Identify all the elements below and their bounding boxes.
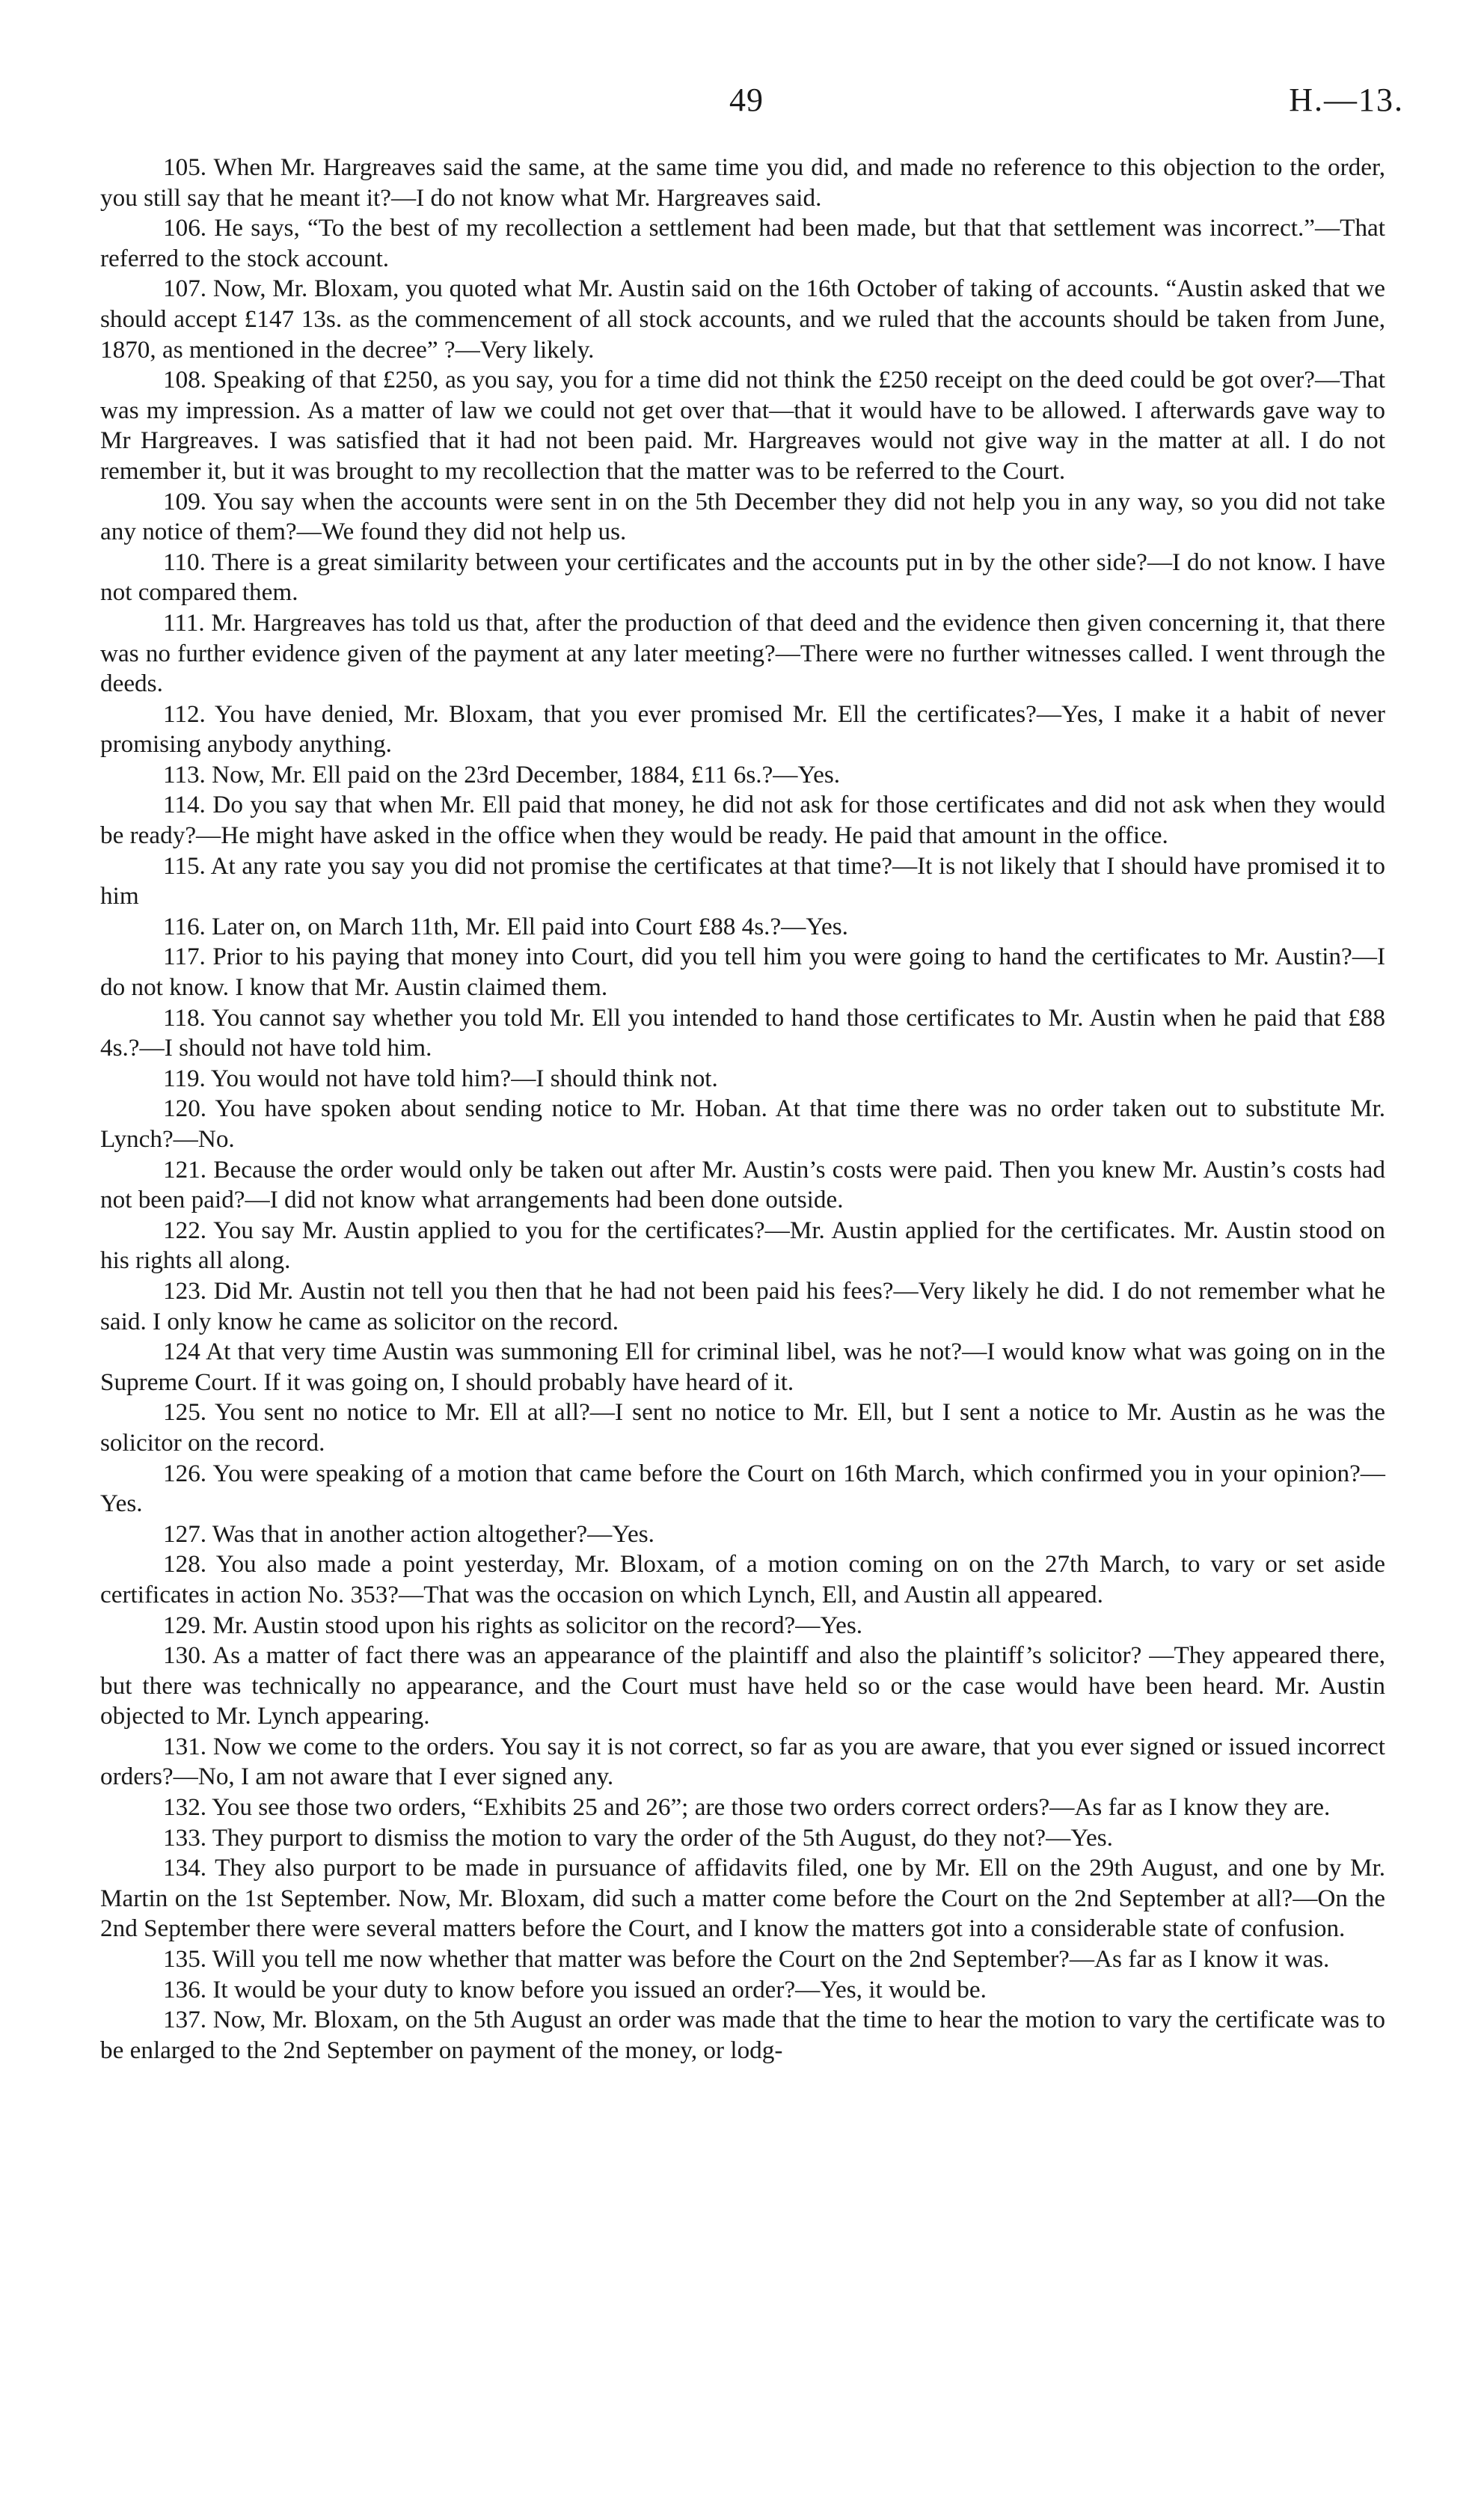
paragraph: 126. You were speaking of a motion that came before the Court on 16th March, which confirmed you in your opinion?—Yes.	[100, 1459, 1385, 1518]
paragraph: 108. Speaking of that £250, as you say, you for a time did not think the £250 receipt on the deed could be got over?—That was my impression. As a matter of law we could not get over that—that it would have to be allowed. I afterwards gave way to Mr Hargreaves. I was satisfied that it had not been paid. Mr. Hargreaves would not give way in the matter at all. I do not remember it, but it was brought to my recollection that the matter was to be referred to the Court.	[100, 366, 1385, 485]
paragraph: 113. Now, Mr. Ell paid on the 23rd December, 1884, £11 6s.?—Yes.	[163, 760, 841, 789]
paragraph: 106. He says, “To the best of my recollection a settlement had been made, but that that settlement was incorrect.”—That referred to the stock account.	[100, 214, 1385, 272]
paragraph: 121. Because the order would only be taken out after Mr. Austin’s costs were paid. Then you knew Mr. Austin’s costs had not been paid?—I did not know what arrangements had been done outside.	[100, 1155, 1385, 1214]
paragraph: 120. You have spoken about sending notice to Mr. Hoban. At that time there was no order taken out to substitute Mr. Lynch?—No.	[100, 1095, 1385, 1153]
paragraph: 137. Now, Mr. Bloxam, on the 5th August an order was made that the time to hear the motion to vary the certificate was to be enlarged to the 2nd September on payment of the money, or lodg-	[100, 2006, 1385, 2064]
paragraph: 134. They also purport to be made in pursuance of affidavits filed, one by Mr. Ell on the 29th August, and one by Mr. Martin on the 1st September. Now, Mr. Bloxam, did such a matter come before the Court on the 2nd September at all?—On the 2nd September there were several matters before the Court, and I know the matters got into a considerable state of confusion.	[100, 1854, 1385, 1943]
paragraph: 105. When Mr. Hargreaves said the same, at the same time you did, and made no reference to this objection to the order, you still say that he meant it?—I do not know what Mr. Hargreaves said.	[100, 153, 1385, 212]
paragraph: 135. Will you tell me now whether that matter was before the Court on the 2nd September?—As far as I know it was.	[163, 1945, 1330, 1974]
page-number: 49	[729, 82, 764, 118]
body-text	[100, 153, 1385, 2066]
paragraph: 124 At that very time Austin was summoning Ell for criminal libel, was he not?—I would know what was going on in the Supreme Court. If it was going on, I should probably have heard of it.	[100, 1338, 1385, 1396]
paragraph: 130. As a matter of fact there was an appearance of the plaintiff and also the plaintiff’s solicitor? —They appeared there, but there was technically no appearance, and the Court must have held so or the case would have been heard. Mr. Austin objected to Mr. Lynch appearing.	[100, 1641, 1385, 1730]
paragraph: 136. It would be your duty to know before you issued an order?—Yes, it would be.	[163, 1975, 987, 2003]
paragraph: 122. You say Mr. Austin applied to you for the certificates?—Mr. Austin applied for the certificates. Mr. Austin stood on his rights all along.	[100, 1216, 1385, 1275]
paragraph: 110. There is a great similarity between your certificates and the accounts put in by the other side?—I do not know. I have not compared them.	[100, 548, 1385, 607]
paragraph: 125. You sent no notice to Mr. Ell at all?—I sent no notice to Mr. Ell, but I sent a notice to Mr. Austin as he was the solicitor on the record.	[100, 1398, 1385, 1457]
paragraph: 123. Did Mr. Austin not tell you then that he had not been paid his fees?—Very likely he did. I do not remember what he said. I only know he came as solicitor on the record.	[100, 1276, 1385, 1335]
page-header	[0, 81, 1484, 126]
paragraph: 129. Mr. Austin stood upon his rights as solicitor on the record?—Yes.	[163, 1611, 863, 1639]
paragraph: 112. You have denied, Mr. Bloxam, that you ever promised Mr. Ell the certificates?—Yes, I make it a habit of never promising anybody anything.	[100, 700, 1385, 759]
paragraph: 133. They purport to dismiss the motion to vary the order of the 5th August, do they not?—Yes.	[163, 1823, 1113, 1852]
paragraph: 111. Mr. Hargreaves has told us that, after the production of that deed and the evidence then given concerning it, that there was no further evidence given of the payment at any later meeting?—There were no further witnesses called. I went through the deeds.	[100, 608, 1385, 698]
paragraph: 131. Now we come to the orders. You say it is not correct, so far as you are aware, that you ever signed or issued incorrect orders?—No, I am not aware that I ever signed any.	[100, 1732, 1385, 1791]
paragraph: 114. Do you say that when Mr. Ell paid that money, he did not ask for those certificates and did not ask when they would be ready?—He might have asked in the office when they would be ready. He paid that amount in the office.	[100, 791, 1385, 850]
paragraph: 132. You see those two orders, “Exhibits 25 and 26”; are those two orders correct orders?—As far as I know they are.	[163, 1793, 1331, 1822]
paragraph: 128. You also made a point yesterday, Mr. Bloxam, of a motion coming on on the 27th March, to vary or set aside certificates in action No. 353?—That was the occasion on which Lynch, Ell, and Austin all appeared.	[100, 1550, 1385, 1608]
paragraph: 117. Prior to his paying that money into Court, did you tell him you were going to hand the certificates to Mr. Austin?—I do not know. I know that Mr. Austin claimed them.	[100, 943, 1385, 1002]
paragraph: 118. You cannot say whether you told Mr. Ell you intended to hand those certificates to Mr. Austin when he paid that £88 4s.?—I should not have told him.	[100, 1003, 1385, 1062]
paragraph: 115. At any rate you say you did not promise the certificates at that time?—It is not likely that I should have promised it to him	[100, 851, 1385, 910]
paragraph: 109. You say when the accounts were sent in on the 5th December they did not help you in any way, so you did not take any notice of them?—We found they did not help us.	[100, 487, 1385, 546]
paragraph: 116. Later on, on March 11th, Mr. Ell paid into Court £88 4s.?—Yes.	[163, 912, 848, 940]
paragraph: 119. You would not have told him?—I should think not.	[163, 1064, 718, 1092]
document-reference: H.—13.	[1289, 82, 1404, 118]
paragraph: 107. Now, Mr. Bloxam, you quoted what Mr. Austin said on the 16th October of taking of accounts. “Austin asked that we should accept £147 13s. as the commencement of all stock accounts, and we ruled that the accounts should be taken from June, 1870, as mentioned in the decree” ?—Very likely.	[100, 275, 1385, 364]
paragraph: 127. Was that in another action altogether?—Yes.	[163, 1519, 654, 1548]
